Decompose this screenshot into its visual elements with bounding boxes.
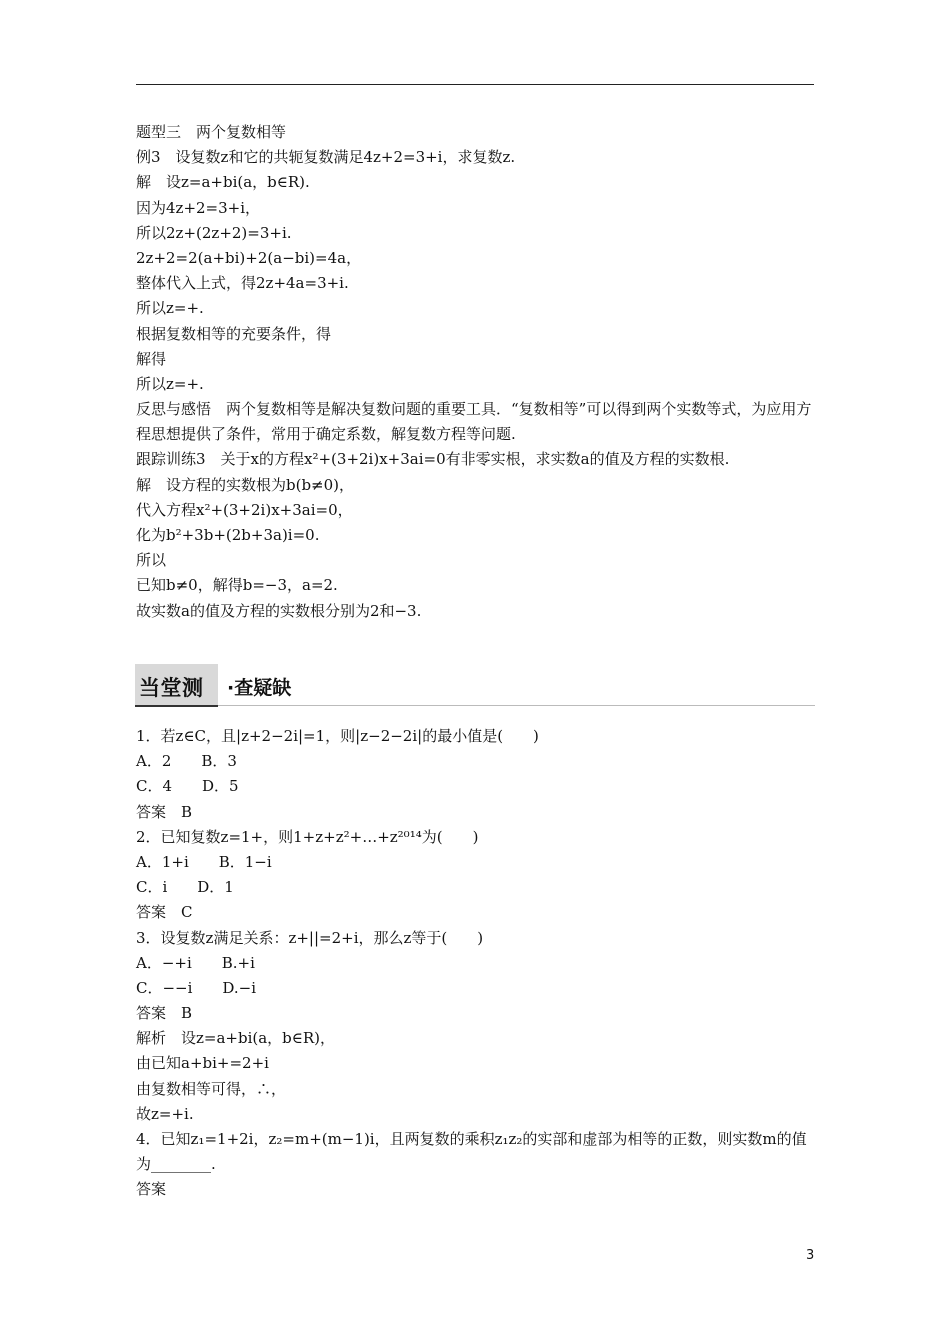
text-line: 所以z=+.: [136, 374, 204, 393]
text-line: 故z=+i.: [136, 1104, 194, 1123]
section-title-box: [135, 664, 218, 707]
page-number: 3: [806, 1248, 815, 1263]
text-line: 所以2z+(2z+2)=3+i.: [136, 223, 292, 242]
header-rule: [136, 84, 814, 85]
text-line: 解得: [136, 349, 167, 368]
text-line: 答案: [136, 1180, 167, 1199]
text-line: 由已知a+bi+=2+i: [136, 1054, 269, 1073]
text-line: 代入方程x²+(3+2i)x+3ai=0，: [136, 500, 353, 519]
text-line: 所以: [136, 551, 167, 570]
section-underline: [218, 705, 815, 706]
text-paragraph: 跟踪训练3 关于x的方程x²+(3+2i)x+3ai=0有非零实根，求实数a的值及方程的实数根.: [136, 450, 730, 469]
text-line: 2z+2=2(a+bi)+2(a−bi)=4a，: [136, 248, 362, 267]
text-line: 解 设方程的实数根为b(b≠0)，: [136, 475, 355, 494]
text-line: 1．若z∈C，且|z+2−2i|=1，则|z−2−2i|的最小值是( ): [136, 727, 539, 745]
text-line: 解 设z=a+bi(a，b∈R).: [136, 173, 310, 192]
section-title-sub: ·查疑缺: [227, 677, 292, 699]
text-line: 根据复数相等的充要条件，得: [136, 324, 332, 343]
text-line: 整体代入上式，得2z+4a=3+i.: [136, 274, 349, 293]
text-line: 2．已知复数z=1+，则1+z+z²+…+z²⁰¹⁴为( ): [136, 827, 479, 846]
text-line: 因为4z+2=3+i，: [136, 198, 261, 217]
text-line: C．i D．1: [136, 878, 234, 897]
text-line: A．1+i B．1−i: [136, 852, 272, 871]
text-line: 故实数a的值及方程的实数根分别为2和−3.: [136, 601, 422, 620]
example-section: [136, 120, 816, 624]
text-line: 所以z=+.: [136, 299, 204, 318]
text-paragraph: 反思与感悟 两个复数相等是解决复数问题的重要工具．“复数相等”可以得到两个实数等式，为应用方程思想提供了条件，常用于确定系数，解复数方程等问题.: [136, 400, 812, 444]
text-line: 答案 C: [136, 903, 193, 922]
text-line: 解析 设z=a+bi(a，b∈R)，: [136, 1029, 336, 1048]
text-line: C．−−i D.−i: [136, 978, 257, 997]
text-line: A．−+i B.+i: [136, 953, 255, 972]
text-line: 答案 B: [136, 1004, 193, 1023]
text-line: 3．设复数z满足关系：z+||=2+i，那么z等于( ): [136, 928, 484, 947]
text-line: 答案 B: [136, 802, 193, 821]
text-paragraph: 4．已知z₁=1+2i，z₂=m+(m−1)i，且两复数的乘积z₁z₂的实部和虚部为相等的正数，则实数m的值为________.: [136, 1130, 807, 1174]
text-line: 题型三 两个复数相等: [136, 123, 287, 141]
text-line: 化为b²+3b+(2b+3a)i=0.: [136, 526, 320, 545]
text-line: 由复数相等可得，∴，: [136, 1079, 287, 1098]
text-line: 例3 设复数z和它的共轭复数满足4z+2=3+i，求复数z.: [136, 148, 516, 167]
quiz-section: [136, 724, 816, 1203]
section-header: [135, 664, 815, 708]
text-line: 已知b≠0，解得b=−3，a=2.: [136, 576, 338, 595]
text-line: A．2 B．3: [136, 752, 237, 771]
text-line: C．4 D．5: [136, 777, 239, 796]
section-title-main: 当堂测: [139, 676, 204, 700]
